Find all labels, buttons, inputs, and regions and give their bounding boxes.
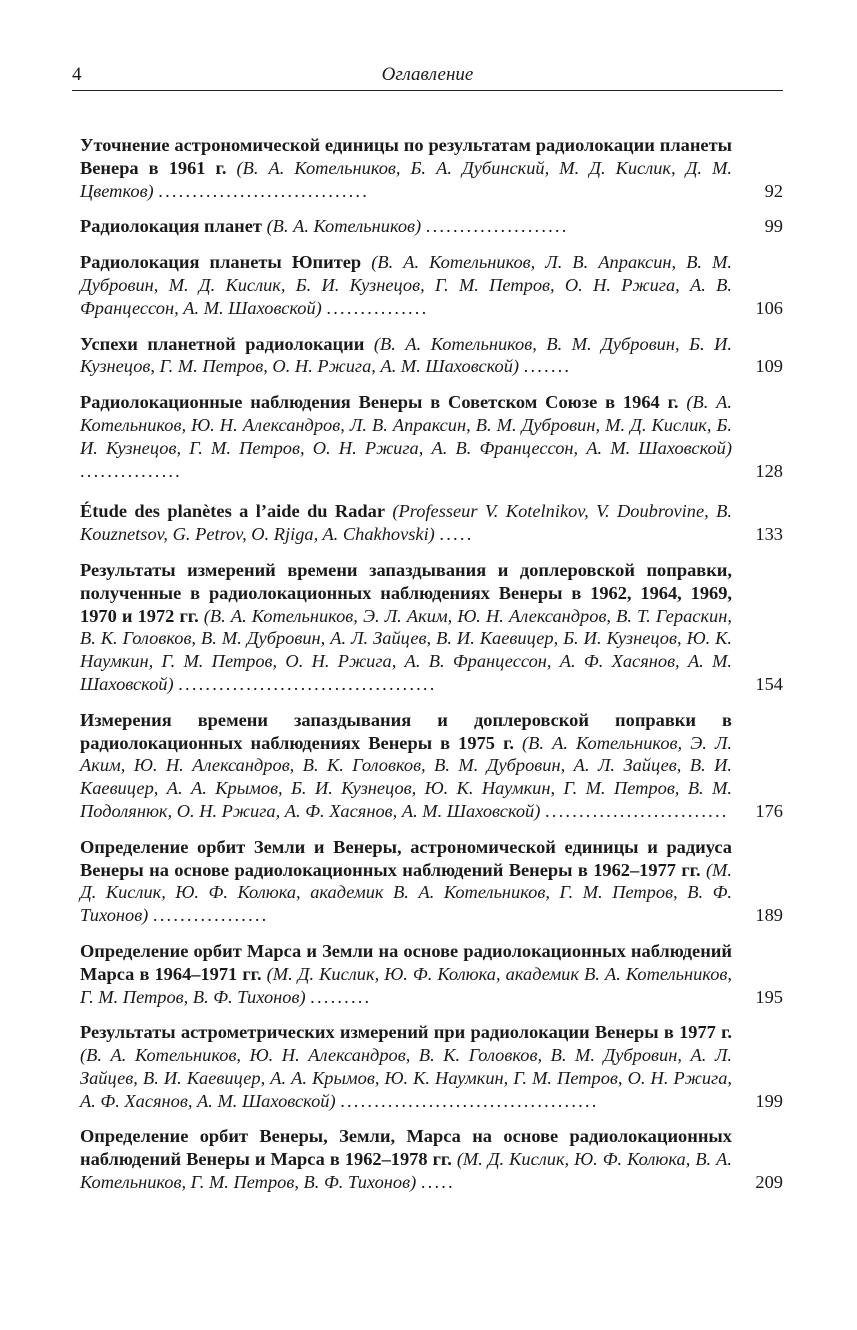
entry-title: Определение орбит Венеры, Земли, Марса на основе радиолокационных наблюдений Венеры и Марса в 1962–1978 гг. <box>80 1126 732 1170</box>
entry-page-number: 154 <box>755 673 783 694</box>
toc-entry-text <box>80 1125 732 1193</box>
dot-leader: ............................... <box>158 180 370 201</box>
entry-authors: (В. А. Котельников, Ю. Н. Александров, Л. В. Апраксин, В. М. Дубровин, М. Д. Кислик, Б. И. Кузнецов, Г. М. Петров, О. Н. Ржига, А. В. Францессон, А. М. Шаховской) <box>80 392 733 458</box>
running-title: Оглавление <box>381 64 474 85</box>
dot-leader: ............... <box>80 460 182 481</box>
entry-authors: (М. Д. Кислик, Ю. Ф. Колюка, академик В. А. Котельников, Г. М. Петров, В. Ф. Тихонов) <box>80 859 732 926</box>
toc-entry-text <box>80 391 732 482</box>
toc-entry[interactable] <box>80 134 783 202</box>
dot-leader: ..... <box>439 524 474 545</box>
entry-title: Измерения времени запаздывания и доплеровской поправки в радиолокационных наблюдениях Венеры в 1975 г. <box>80 709 732 753</box>
entry-page-number: 195 <box>755 986 783 1007</box>
entry-page-number: 128 <box>755 460 783 481</box>
dot-leader: ......... <box>310 986 372 1007</box>
toc-entry-text <box>80 559 732 696</box>
entry-title: Результаты астрометрических измерений при радиолокации Венеры в 1977 г. <box>80 1022 732 1043</box>
dot-leader: ...................................... <box>178 673 437 694</box>
entry-title: Радиолокация планеты Юпитер <box>80 252 362 273</box>
dot-leader: ........................... <box>545 800 729 821</box>
entry-authors: (В. А. Котельников, В. М. Дубровин, Б. И. Кузнецов, Г. М. Петров, О. Н. Ржига, А. М. Шаховской) <box>80 333 732 377</box>
entry-page-number: 176 <box>755 800 783 821</box>
dot-leader: ............... <box>326 297 429 318</box>
toc-entry[interactable] <box>80 1125 783 1193</box>
entry-authors: (В. А. Котельников) <box>266 216 422 237</box>
toc-entry[interactable] <box>80 215 783 238</box>
toc-entry[interactable] <box>80 391 783 482</box>
entry-page-number: 189 <box>755 905 783 926</box>
entry-authors: (В. А. Котельников, Э. Л. Аким, Ю. Н. Александров, В. К. Головков, В. М. Дубровин, А. Л. Зайцев, В. И. Каевицер, А. А. Крымов, Б. И. Кузнецов, Ю. К. Наумкин, Г. М. Петров, В. М. Подолянюк, О. Н. Ржига, А. Ф. Хасянов, А. М. Шаховской) <box>80 732 732 821</box>
entry-page-number: 209 <box>755 1172 783 1193</box>
dot-leader: ................. <box>152 905 269 926</box>
entry-page-number: 133 <box>755 524 783 545</box>
toc-entry[interactable] <box>80 709 783 823</box>
entry-page-number: 109 <box>755 356 783 377</box>
entry-title: Étude des planètes a l’aide du Radar <box>80 501 385 522</box>
entry-title: Радиолокационные наблюдения Венеры в Советском Союзе в 1964 г. <box>80 392 679 413</box>
toc-entry[interactable] <box>80 500 783 546</box>
toc-entry-text <box>80 1021 732 1112</box>
entry-authors: (М. Д. Кислик, Ю. Ф. Колюка, В. А. Котельников, Г. М. Петров, В. Ф. Тихонов) <box>80 1149 732 1193</box>
entry-authors: (В. А. Котельников, Л. В. Апраксин, В. М. Дубровин, М. Д. Кислик, Б. И. Кузнецов, Г. М. Петров, О. Н. Ржига, А. В. Францессон, А. М. Шаховской) <box>80 252 733 318</box>
toc-entry-text <box>80 836 732 927</box>
entry-authors: (В. А. Котельников, Э. Л. Аким, Ю. Н. Александров, В. Т. Гераскин, В. К. Головков, В. М. Дубровин, А. Л. Зайцев, В. И. Каевицер, Б. И. Кузнецов, Ю. К. Наумкин, Г. М. Петров, О. Н. Ржига, А. В. Францессон, А. Ф. Хасянов, А. М. Шаховской) <box>80 605 732 694</box>
toc-entry[interactable] <box>80 1021 783 1112</box>
toc-entry[interactable] <box>80 940 783 1008</box>
entry-title: Определение орбит Марса и Земли на основе радиолокационных наблюдений Марса в 1964–1971 гг. <box>80 940 732 984</box>
toc-entry-text <box>80 333 732 379</box>
dot-leader: ...................................... <box>340 1090 599 1111</box>
entry-authors: (М. Д. Кислик, Ю. Ф. Колюка, академик В. А. Котельников, Г. М. Петров, В. Ф. Тихонов) <box>80 963 732 1007</box>
entry-title: Результаты измерений времени запаздывания и доплеровской поправки, полученные в радиолокационных наблюдениях Венеры в 1962, 1964, 1969, 1970 и 1972 гг. <box>80 559 732 626</box>
entry-page-number: 199 <box>755 1090 783 1111</box>
toc-entry-text <box>80 251 732 319</box>
toc-entry[interactable] <box>80 836 783 927</box>
toc-entry[interactable] <box>80 333 783 379</box>
entry-authors: (Professeur V. Kotelnikov, V. Doubrovine, B. Kouznetsov, G. Petrov, O. Rjiga, A. Chakhovski) <box>80 501 732 545</box>
toc-entry[interactable] <box>80 559 783 696</box>
dot-leader: ..... <box>420 1172 455 1193</box>
entry-title: Уточнение астрономической единицы по результатам радиолокации планеты Венера в 1961 г. <box>80 135 732 178</box>
entry-title: Определение орбит Земли и Венеры, астрономической единицы и радиуса Венеры на основе радиолокационных наблюдений Венеры в 1962–1977 гг. <box>80 836 732 880</box>
toc-entry-text <box>80 940 732 1008</box>
entry-title: Успехи планетной радиолокации <box>80 333 365 354</box>
toc-entry-text <box>80 500 732 546</box>
toc-entry-text <box>80 215 732 238</box>
toc-entry-text <box>80 134 732 202</box>
entry-authors: (В. А. Котельников, Ю. Н. Александров, В. К. Головков, В. М. Дубровин, А. Л. Зайцев, В. И. Каевицер, А. А. Крымов, Ю. К. Наумкин, Г. М. Петров, О. Н. Ржига, А. Ф. Хасянов, А. М. Шаховской) <box>80 1045 732 1111</box>
toc-entry[interactable] <box>80 251 783 319</box>
entry-page-number: 92 <box>764 180 783 201</box>
page-number: 4 <box>72 64 82 85</box>
table-of-contents <box>80 134 783 1194</box>
entry-title: Радиолокация планет <box>80 216 262 237</box>
dot-leader: ....... <box>523 356 572 377</box>
entry-authors: (В. А. Котельников, Б. А. Дубинский, М. Д. Кислик, Д. М. Цветков) <box>80 157 732 201</box>
entry-page-number: 99 <box>764 216 783 237</box>
page-header <box>72 62 783 91</box>
dot-leader: ..................... <box>425 216 569 237</box>
toc-entry-text <box>80 709 732 823</box>
entry-page-number: 106 <box>755 297 783 318</box>
